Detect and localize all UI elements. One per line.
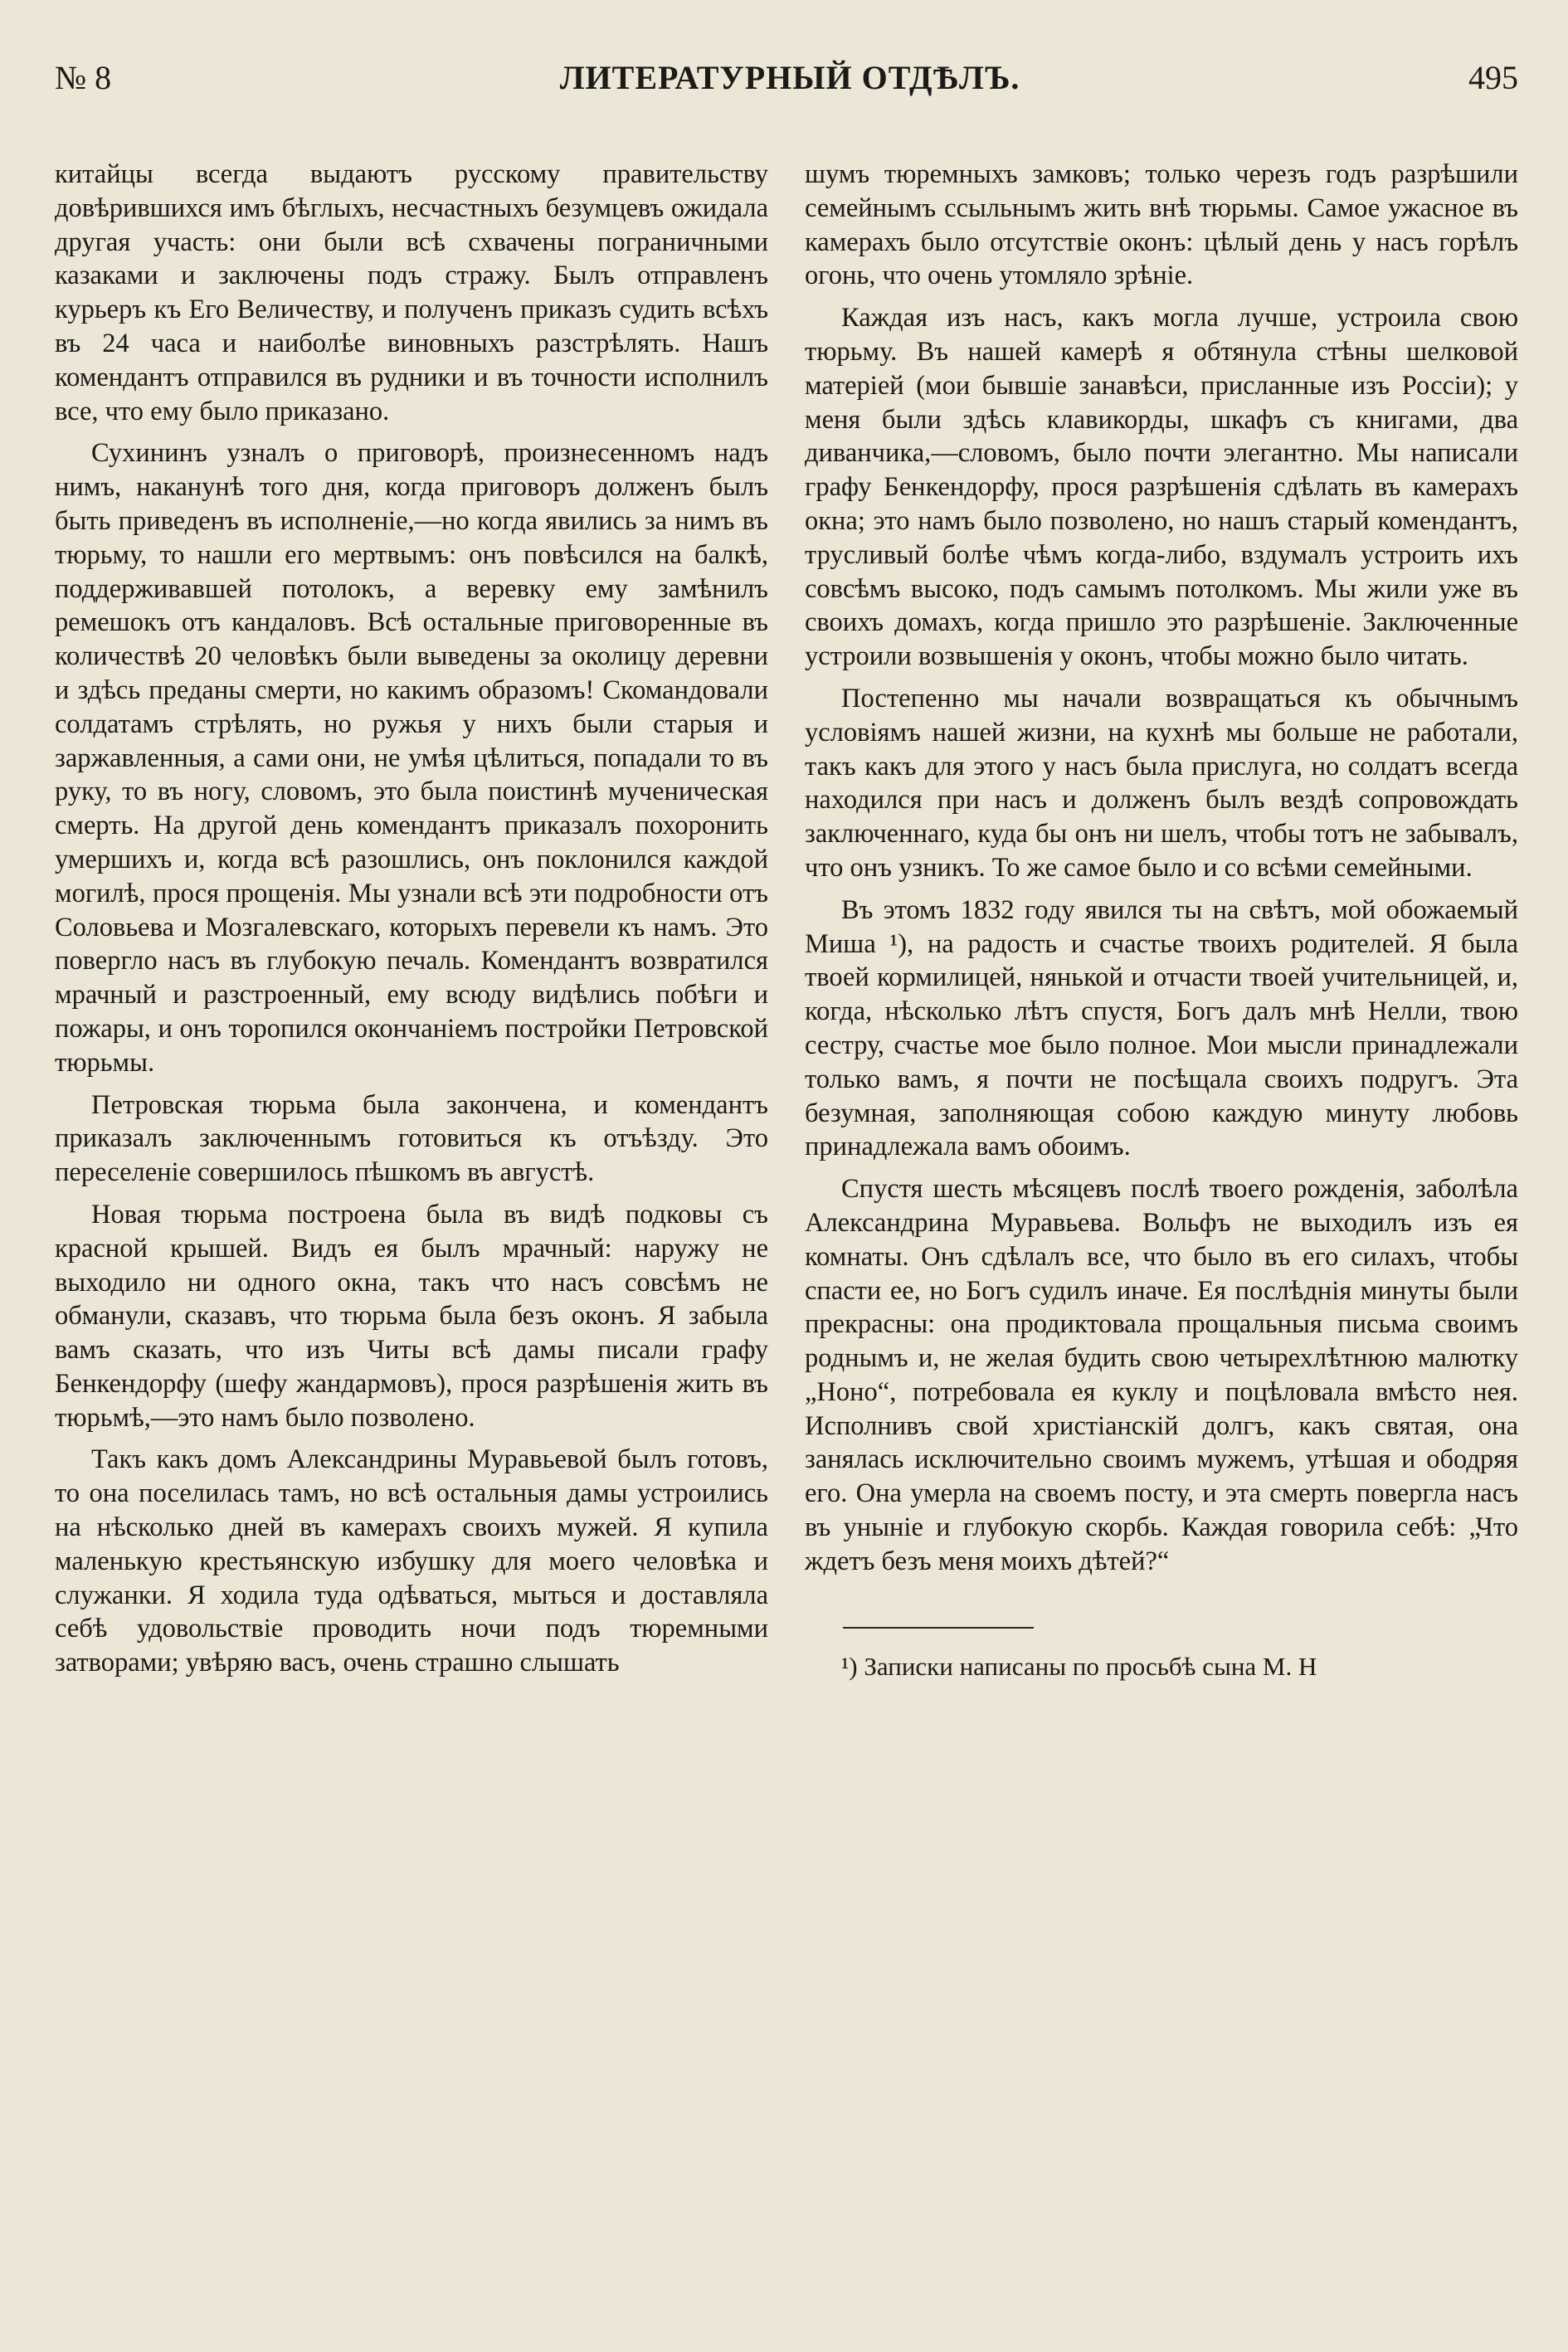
paragraph: Постепенно мы начали возвращаться къ обычнымъ условіямъ нашей жизни, на кухнѣ мы больше не работали, такъ какъ для этого у насъ была прислуга, но солдатъ всегда находился при насъ и долженъ былъ вездѣ сопровождать заключеннаго, куда бы онъ ни шелъ, чтобы тотъ не забывалъ, что онъ узникъ. То же самое было и со всѣми семейными. xyxy=(805,683,1518,883)
footnote-divider xyxy=(843,1627,1034,1629)
section-title: ЛИТЕРАТУРНЫЙ ОТДѢЛЪ. xyxy=(559,59,1020,96)
left-column xyxy=(55,158,768,1692)
right-column xyxy=(805,158,1518,1692)
running-header xyxy=(55,58,1518,116)
footnote: ¹) Записки написаны по просьбѣ сына М. Н xyxy=(841,1651,1317,1681)
paragraph: Спустя шесть мѣсяцевъ послѣ твоего рожденія, заболѣла Александрина Муравьева. Вольфъ не выходилъ изъ ея комнаты. Онъ сдѣлалъ все, что было въ его силахъ, чтобы спасти ее, но Богъ судилъ иначе. Ея послѣднія минуты были прекрасны: она продиктовала прощальныя письма своимъ роднымъ и, не желая будить свою четырехлѣтнюю малютку „Ноно“, потребовала ея куклу и поцѣловала вмѣсто нея. Исполнивъ свой христіанскій долгъ, какъ святая, она занялась исключительно своимъ мужемъ, утѣшая и ободряя его. Она умерла на своемъ посту, и эта смерть повергла насъ въ уныніе и глубокую скорбь. Каждая говорила себѣ: „Что ждетъ безъ меня моихъ дѣтей?“ xyxy=(805,1174,1518,1576)
paragraph: Въ этомъ 1832 году явился ты на свѣтъ, мой обожаемый Миша ¹), на радость и счастье твоихъ родителей. Я была твоей кормилицей, нянькой и отчасти твоей учительницей, и, когда, нѣсколько лѣтъ спустя, Богъ далъ мнѣ Нелли, твою сестру, счастье мое было полное. Мои мысли принадлежали только вамъ, я почти не посѣщала своихъ подругъ. Эта безумная, заполняющая собою каждую минуту любовь принадлежала вамъ обоимъ. xyxy=(805,894,1518,1162)
issue-number: № 8 xyxy=(55,59,112,96)
paragraph: Новая тюрьма построена была въ видѣ подковы съ красной крышей. Видъ ея былъ мрачный: наружу не выходило ни одного окна, такъ что насъ совсѣмъ не обманули, сказавъ, что тюрьма была безъ оконъ. Я забыла вамъ сказать, что изъ Читы всѣ дамы писали графу Бенкендорфу (шефу жандармовъ), прося разрѣшенія жить въ тюрьмѣ,—это намъ было позволено. xyxy=(55,1199,768,1433)
paragraph: китайцы всегда выдаютъ русскому правительству довѣрившихся имъ бѣглыхъ, несчастныхъ безумцевъ ожидала другая участь: они были всѣ схвачены пограничными казаками и заключены подъ стражу. Былъ отправленъ курьеръ къ Его Величеству, и полученъ приказъ судить всѣхъ въ 24 часа и наиболѣе виновныхъ разстрѣлять. Нашъ комендантъ отправился въ рудники и въ точности исполнилъ все, что ему было приказано. xyxy=(55,159,768,426)
paragraph: Петровская тюрьма была закончена, и комендантъ приказалъ заключеннымъ готовиться къ отъѣзду. Это переселеніе совершилось пѣшкомъ въ августѣ. xyxy=(55,1089,768,1188)
text-columns xyxy=(55,158,1518,1692)
page-number: 495 xyxy=(1468,59,1518,96)
paragraph: Каждая изъ насъ, какъ могла лучше, устроила свою тюрьму. Въ нашей камерѣ я обтянула стѣны шелковой матеріей (мои бывшіе занавѣси, присланные изъ Россіи); у меня были здѣсь клавикорды, шкафъ съ книгами, два диванчика,—словомъ, было почти элегантно. Мы написали графу Бенкендорфу, прося разрѣшенія сдѣлать въ камерахъ окна; это намъ было позволено, но нашъ старый комендантъ, трусливый болѣе чѣмъ когда-либо, вздумалъ устроить ихъ совсѣмъ высоко, подъ самымъ потолкомъ. Мы жили уже въ своихъ домахъ, когда пришло это разрѣшеніе. Заключенные устроили возвышенія у оконъ, чтобы можно было читать. xyxy=(805,303,1518,672)
paragraph: шумъ тюремныхъ замковъ; только черезъ годъ разрѣшили семейнымъ ссыльнымъ жить внѣ тюрьмы. Самое ужасное въ камерахъ было отсутствіе оконъ: цѣлый день у насъ горѣлъ огонь, что очень утомляло зрѣніе. xyxy=(805,159,1518,291)
paragraph: Такъ какъ домъ Александрины Муравьевой былъ готовъ, то она поселилась тамъ, но всѣ остальныя дамы устроились на нѣсколько дней въ камерахъ своихъ мужей. Я купила маленькую крестьянскую избушку для моего человѣка и служанки. Я ходила туда одѣваться, мыться и доставляла себѣ удовольствіе проводить ночи подъ тюремными затворами; увѣряю васъ, очень страшно слышать xyxy=(55,1444,768,1678)
paragraph: Сухининъ узналъ о приговорѣ, произнесенномъ надъ нимъ, наканунѣ того дня, когда приговоръ долженъ былъ быть приведенъ въ исполненіе,—но когда явились за нимъ въ тюрьму, то нашли его мертвымъ: онъ повѣсился на балкѣ, поддерживавшей потолокъ, а веревку ему замѣнилъ ремешокъ отъ кандаловъ. Всѣ остальные приговоренные въ количествѣ 20 человѣкъ были выведены за околицу деревни и здѣсь преданы смерти, но какимъ образомъ! Скомандовали солдатамъ стрѣлять, но ружья у нихъ были старыя и заржавленныя, а сами они, не умѣя цѣлиться, попадали то въ руку, то въ ногу, словомъ, это была поистинѣ мученическая смерть. На другой день комендантъ приказалъ похоронить умершихъ и, когда всѣ разошлись, онъ поклонился каждой могилѣ, прося прощенія. Мы узнали всѣ эти подробности отъ Соловьева и Мозгалевскаго, которыхъ перевели къ намъ. Это повергло насъ въ глубокую печаль. Комендантъ возвратился мрачный и разстроенный, ему всюду видѣлись побѣги и пожары, и онъ торопился окончаніемъ постройки Петровской тюрьмы. xyxy=(55,438,768,1078)
